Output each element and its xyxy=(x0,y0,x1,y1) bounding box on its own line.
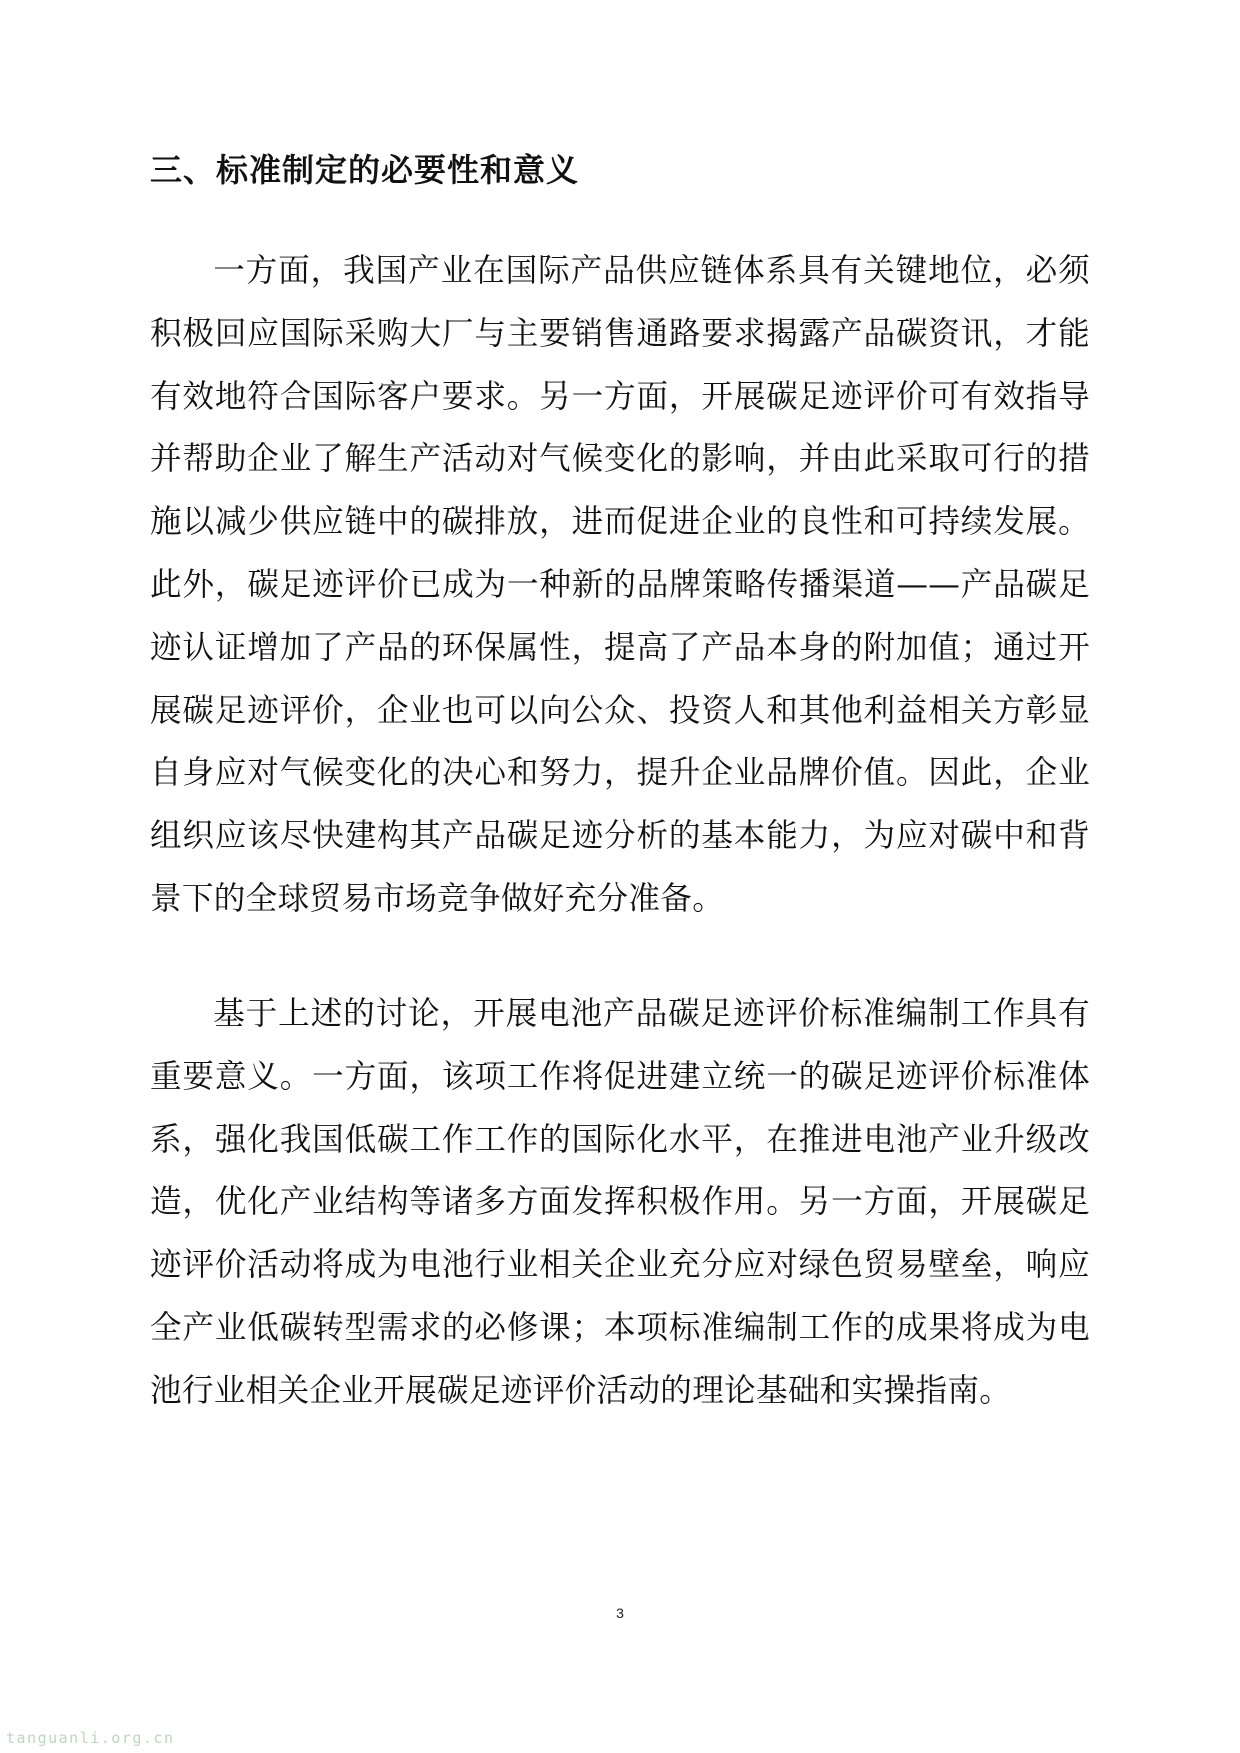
watermark: tanguanli.org.cn xyxy=(6,1729,175,1747)
body-paragraph-1: 一方面，我国产业在国际产品供应链体系具有关键地位，必须积极回应国际采购大厂与主要销售通路要求揭露产品碳资讯，才能有效地符合国际客户要求。另一方面，开展碳足迹评价可有效指导并帮助企业了解生产活动对气候变化的影响，并由此采取可行的措施以减少供应链中的碳排放，进而促进企业的良性和可持续发展。此外，碳足迹评价已成为一种新的品牌策略传播渠道——产品碳足迹认证增加了产品的环保属性，提高了产品本身的附加值；通过开展碳足迹评价，企业也可以向公众、投资人和其他利益相关方彰显自身应对气候变化的决心和努力，提升企业品牌价值。因此，企业组织应该尽快建构其产品碳足迹分析的基本能力，为应对碳中和背景下的全球贸易市场竞争做好充分准备。 xyxy=(150,253,1090,917)
body-paragraph-2: 基于上述的讨论，开展电池产品碳足迹评价标准编制工作具有重要意义。一方面，该项工作将促进建立统一的碳足迹评价标准体系，强化我国低碳工作工作的国际化水平，在推进电池产业升级改造，优化产业结构等诸多方面发挥积极作用。另一方面，开展碳足迹评价活动将成为电池行业相关企业充分应对绿色贸易壁垒，响应全产业低碳转型需求的必修课；本项标准编制工作的成果将成为电池行业相关企业开展碳足迹评价活动的理论基础和实操指南。 xyxy=(150,996,1090,1409)
section-heading: 三、标准制定的必要性和意义 xyxy=(150,151,580,189)
page-number: 3 xyxy=(616,1605,624,1621)
